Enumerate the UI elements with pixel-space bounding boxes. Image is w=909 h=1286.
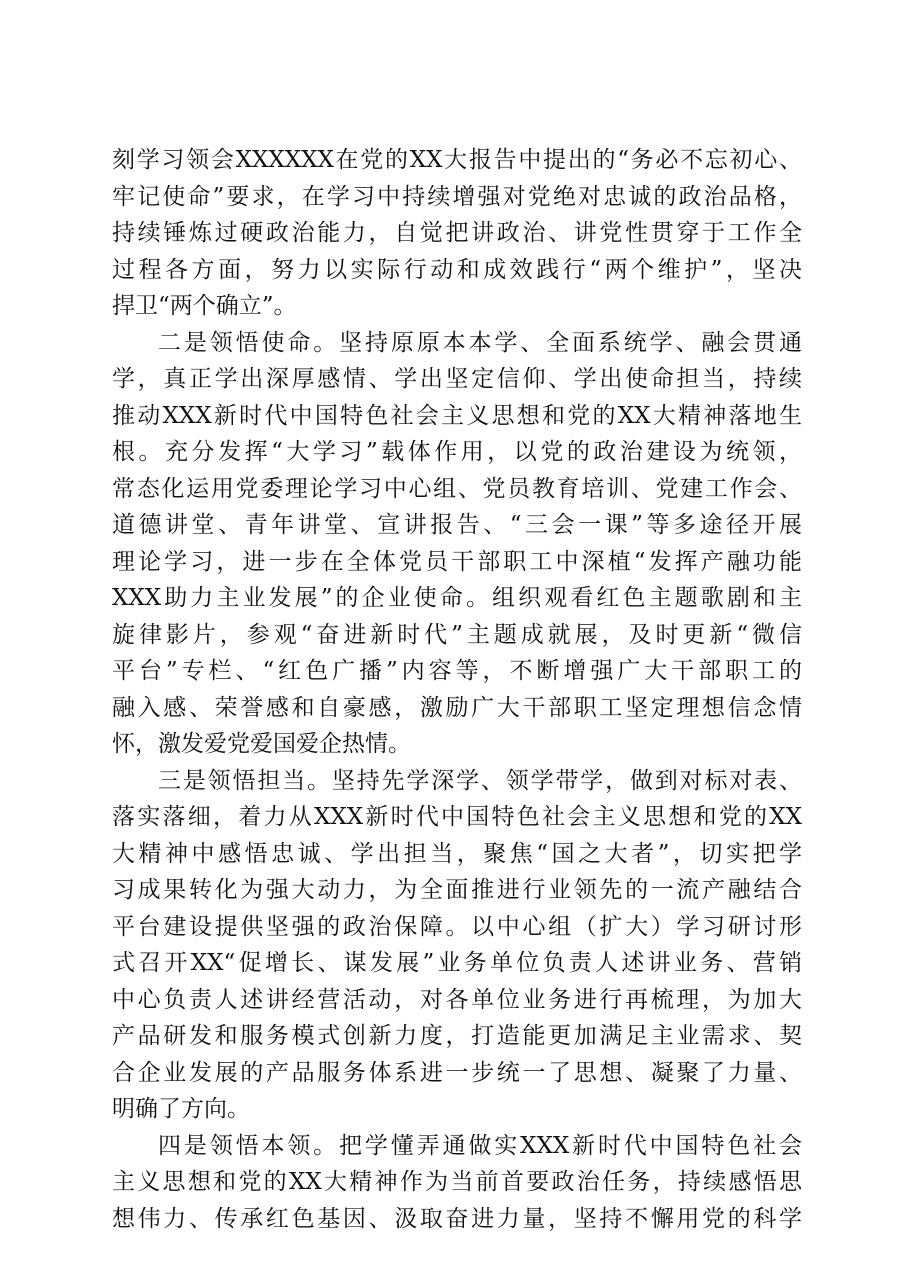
paragraph-3-line-5: 平台建设提供坚强的政治保障。以中心组（扩大）学习研讨形 [112, 913, 802, 940]
paragraph-2-line-9: 旋律影片，参观“奋进新时代”主题成就展，及时更新“微信 [112, 621, 802, 648]
paragraph-2-line-3: 推动XXX新时代中国特色社会主义思想和党的XX大精神落地生 [112, 402, 802, 429]
paragraph-2-line-5: 常态化运用党委理论学习中心组、党员教育培训、党建工作会、 [112, 475, 802, 502]
paragraph-3-line-1: 三是领悟担当。坚持先学深学、领学带学，做到对标对表、 [158, 767, 802, 794]
paragraph-2-line-1: 二是领悟使命。坚持原原本本学、全面系统学、融会贯通 [158, 329, 802, 356]
paragraph-1-line-1: 刻学习领会XXXXXX在党的XX大报告中提出的“务必不忘初心、 [112, 147, 802, 173]
paragraph-2-line-10: 平台”专栏、“红色广播”内容等，不断增强广大干部职工的 [112, 658, 802, 684]
paragraph-3-line-6: 式召开XX“促增长、谋发展”业务单位负责人述讲业务、营销 [112, 950, 802, 976]
paragraph-2-line-2: 学，真正学出深厚感情、学出坚定信仰、学出使命担当，持续 [112, 366, 802, 392]
paragraph-1-line-3: 持续锤炼过硬政治能力，自觉把讲政治、讲党性贯穿于工作全 [112, 220, 802, 246]
paragraph-4-line-3: 想伟力、传承红色基因、汲取奋进力量，坚持不懈用党的科学 [112, 1205, 802, 1232]
paragraph-4-line-2: 主义思想和党的XX大精神作为当前首要政治任务，持续感悟思 [112, 1169, 802, 1195]
paragraph-3-line-2: 落实落细，着力从XXX新时代中国特色社会主义思想和党的XX [112, 804, 802, 830]
paragraph-3-line-10: 明确了方向。 [112, 1096, 250, 1122]
paragraph-3-line-7: 中心负责人述讲经营活动，对各单位业务进行再梳理，为加大 [112, 986, 802, 1013]
document-body [112, 142, 802, 1237]
paragraph-3-line-9: 合企业发展的产品服务体系进一步统一了思想、凝聚了力量、 [112, 1059, 802, 1086]
paragraph-2-line-8: XXX助力主业发展”的企业使命。组织观看红色主题歌剧和主 [112, 585, 802, 611]
paragraph-1-line-4: 过程各方面，努力以实际行动和成效践行“两个维护”，坚决 [112, 256, 802, 283]
paragraph-4-line-1: 四是领悟本领。把学懂弄通做实XXX新时代中国特色社会 [158, 1132, 802, 1159]
paragraph-1-line-2: 牢记使命”要求，在学习中持续增强对党绝对忠诚的政治品格， [112, 183, 802, 210]
paragraph-1-line-5: 捍卫“两个确立”。 [112, 293, 297, 319]
paragraph-2-line-11: 融入感、荣誉感和自豪感，激励广大干部职工坚定理想信念情 [112, 694, 802, 721]
paragraph-2-line-6: 道德讲堂、青年讲堂、宣讲报告、“三会一课”等多途径开展 [112, 512, 802, 538]
paragraph-3-line-4: 习成果转化为强大动力，为全面推进行业领先的一流产融结合 [112, 877, 802, 903]
paragraph-2-line-12: 怀，激发爱党爱国爱企热情。 [112, 731, 411, 757]
paragraph-2-line-7: 理论学习，进一步在全体党员干部职工中深植“发挥产融功能 [112, 548, 802, 575]
paragraph-3-line-3: 大精神中感悟忠诚、学出担当，聚焦“国之大者”，切实把学 [112, 840, 802, 867]
paragraph-3-line-8: 产品研发和服务模式创新力度，打造能更加满足主业需求、契 [112, 1023, 802, 1049]
paragraph-2-line-4: 根。充分发挥“大学习”载体作用，以党的政治建设为统领， [112, 439, 802, 465]
